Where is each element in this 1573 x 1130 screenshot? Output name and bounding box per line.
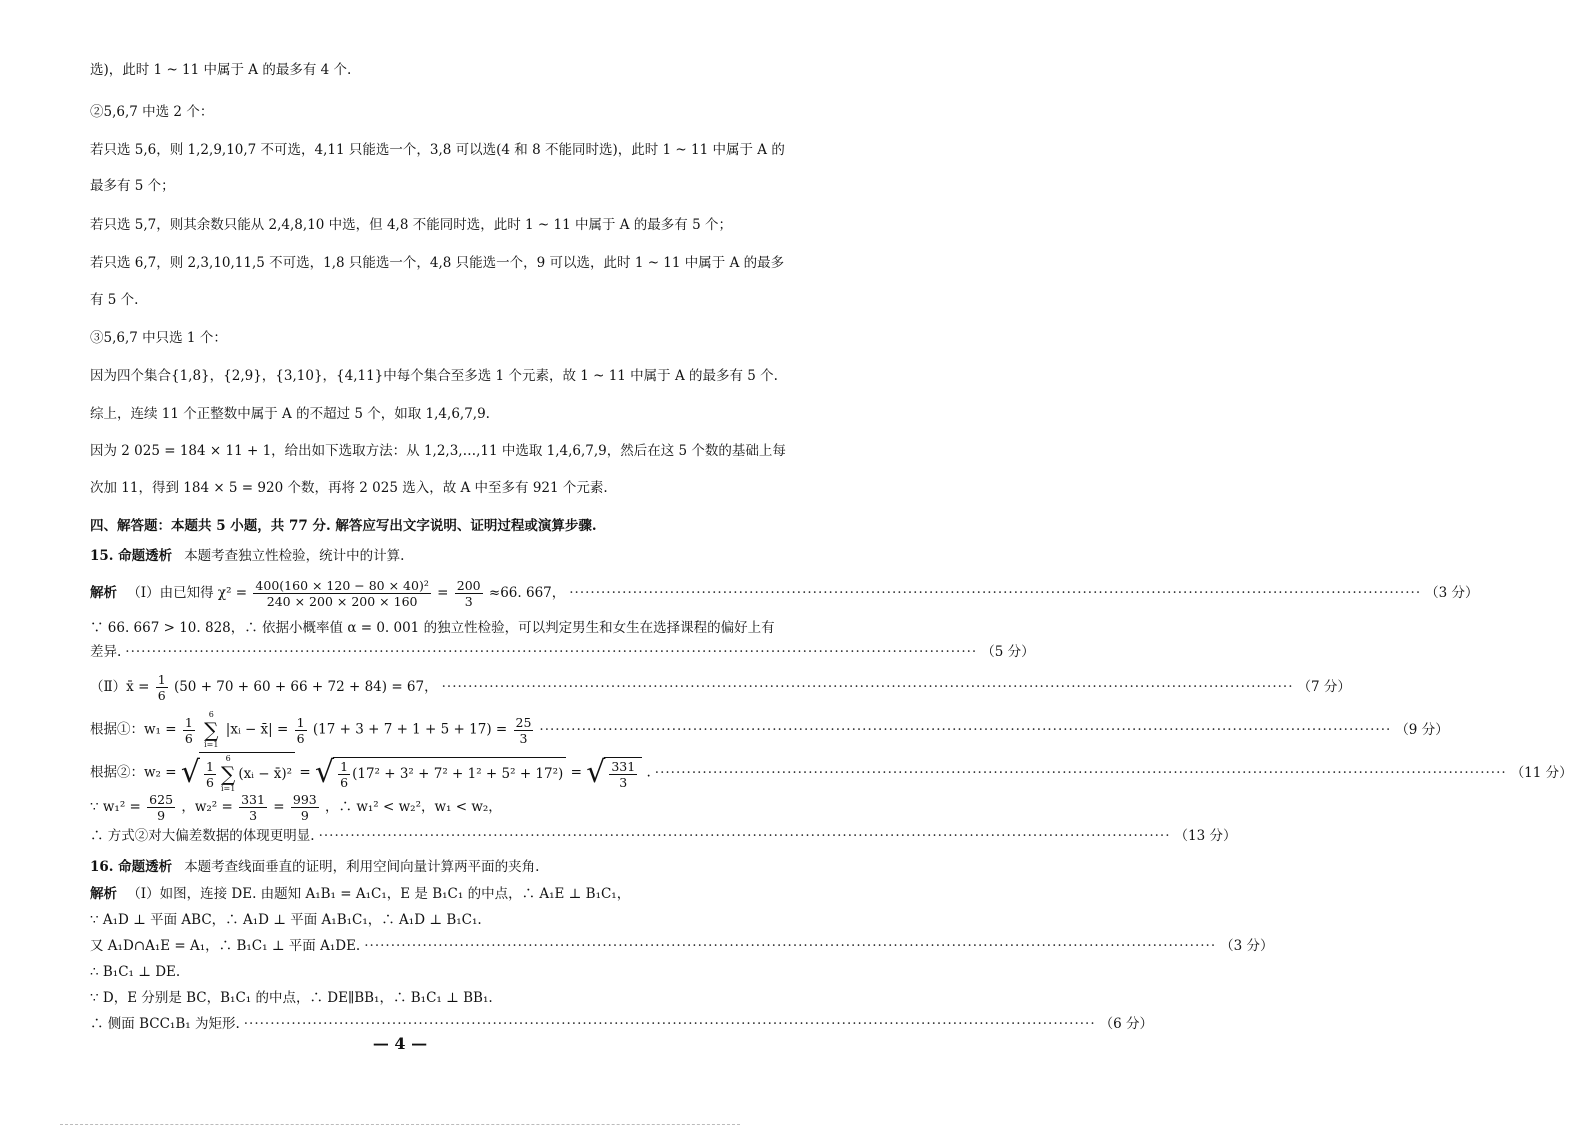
question-label: 15. 命题透析 — [90, 548, 173, 564]
fraction: $\frac{625}{9}$ — [149, 792, 174, 823]
text-line: 次加 11，得到 184 × 5 = 920 个数，再将 2 025 选入，故 A 中至多有 921 个元素. — [90, 480, 608, 496]
text-line: 若只选 5,7，则其余数只能从 2,4,8,10 中选，但 4,8 不能同时选，此时 1 ~ 11 中属于 A 的最多有 5 个； — [90, 217, 732, 233]
text-line: 有 5 个. — [90, 292, 139, 308]
text-line: 因为四个集合{1,8}，{2,9}，{3,10}，{4,11}中每个集合至多选 1 个元素，故 1 ~ 11 中属于 A 的最多有 5 个. — [90, 368, 778, 384]
text-line: 综上，连续 11 个正整数中属于 A 的不超过 5 个，如取 1,4,6,7,9. — [90, 406, 490, 422]
text-line: ∵ 66. 667 > 10. 828，∴ 依据小概率值 α = 0. 001 的独立性检验，可以判定男生和女生在选择课程的偏好上有 — [90, 620, 775, 636]
fraction: $\frac{331}{3}$ — [611, 758, 636, 790]
fraction: $\frac{993}{9}$ — [292, 792, 317, 823]
square-root: √ $\frac{331}{3}$ — [586, 757, 642, 790]
fraction: $\frac{1}{6}$ — [296, 714, 305, 746]
score: （13 分） — [1174, 828, 1237, 844]
page-number: — 4 — — [372, 1034, 428, 1053]
text-line: 解析 （Ⅰ）如图，连接 DE. 由题知 A₁B₁ = A₁C₁，E 是 B₁C₁ 的中点，∴ A₁E ⊥ B₁C₁， — [90, 886, 631, 902]
dot-leader — [125, 642, 977, 662]
square-root: √ $\frac{1}{6}$ (17² + 3² + 7² + 1² + 5² + 17²) — [315, 757, 566, 790]
question-description: 本题考查独立性检验，统计中的计算. — [184, 548, 405, 564]
fraction: $\frac{1}{6}$ — [206, 758, 214, 790]
formula-line: 根据②：w₂ = √ $\frac{1}{6}$ 6 ∑ i=1 (xᵢ − x̄)² = √ $\frac{1}{6}$ (17² + 3² + 7² + 1² + 5² + 17²) = √ $\frac{331}{3}$ . ····· （11 分） — [90, 752, 738, 794]
text-line: 若只选 6,7，则 2,3,10,11,5 不可选，1,8 只能选一个，4,8 只能选一个，9 可以选，此时 1 ~ 11 中属于 A 的最多 — [90, 255, 785, 271]
fraction: $\frac{1}{6}$ — [340, 758, 349, 790]
score: （9 分） — [1395, 721, 1449, 738]
text-line: ∵ A₁D ⊥ 平面 ABC，∴ A₁D ⊥ 平面 A₁B₁C₁，∴ A₁D ⊥ B₁C₁. — [90, 912, 482, 928]
summation: 6 ∑ i=1 — [220, 754, 236, 793]
text-line: ②5,6,7 中选 2 个： — [90, 104, 214, 120]
score: （11 分） — [1510, 764, 1573, 781]
square-root: √ $\frac{1}{6}$ 6 ∑ i=1 (xᵢ − x̄)² — [181, 752, 295, 794]
dot-leader — [244, 1014, 1096, 1034]
question-description: 本题考查线面垂直的证明，利用空间向量计算两平面的夹角. — [184, 859, 540, 875]
analysis-label: 解析 — [90, 585, 117, 601]
text-line: 若只选 5,6，则 1,2,9,10,7 不可选，4,11 只能选一个，3,8 可以选(4 和 8 不能同时选)，此时 1 ~ 11 中属于 A 的 — [90, 142, 785, 158]
score: （3 分） — [1220, 938, 1274, 954]
summation: 6 ∑ i=1 — [204, 710, 219, 749]
question-label: 16. 命题透析 — [90, 859, 173, 875]
fraction: $\frac{200}{3}$ — [456, 578, 481, 609]
dot-leader — [364, 936, 1216, 956]
dot-leader — [319, 826, 1171, 846]
text-line: 最多有 5 个； — [90, 178, 175, 194]
score: （5 分） — [981, 644, 1035, 660]
text-line: ∴ 方式②对大偏差数据的体现更明显. ····· （13 分） — [90, 826, 738, 846]
score: （3 分） — [1425, 585, 1479, 601]
text-line: ∴ B₁C₁ ⊥ DE. — [90, 964, 181, 980]
text-line: ∴ 侧面 BCC₁B₁ 为矩形. ····· （6 分） — [90, 1014, 738, 1034]
dot-leader — [655, 763, 1507, 783]
dot-leader — [539, 720, 1391, 740]
formula-line: ∵ w₁² = $\frac{625}{9}$ ，w₂² = $\frac{331}{3}$ = $\frac{993}{9}$ ，∴ w₁² < w₂²，w₁ < w₂， — [90, 792, 502, 823]
formula-line: 根据①：w₁ = $\frac{1}{6}$ 6 ∑ i=1 |xᵢ − x̄| = $\frac{1}{6}$ (17 + 3 + 7 + 1 + 5 + 17) = $\frac{25}{3}$ ····· （9 分） — [90, 710, 738, 750]
text-line: 又 A₁D∩A₁E = A₁，∴ B₁C₁ ⊥ 平面 A₁DE. ····· （3 分） — [90, 936, 738, 956]
dot-leader — [569, 583, 1421, 603]
fraction: $\frac{331}{3}$ — [241, 792, 265, 823]
text-line: ∵ D，E 分别是 BC，B₁C₁ 的中点，∴ DE∥BB₁，∴ B₁C₁ ⊥ BB₁. — [90, 990, 493, 1006]
dot-leader — [442, 677, 1294, 697]
formula-line: （Ⅱ）x̄ = $\frac{1}{6}$ (50 + 70 + 60 + 66 + 72 + 84) = 67， ····· （7 分） — [90, 672, 738, 703]
text-line: 选)，此时 1 ~ 11 中属于 A 的最多有 4 个. — [90, 62, 352, 78]
text-line: ③5,6,7 中只选 1 个： — [90, 330, 227, 346]
question-header — [90, 546, 738, 566]
formula-line: 解析 （Ⅰ）由已知得 χ² = $\frac{\text{400(160 × 120 − 80 × 40)²}}{240 \times 200 \times 200 \times 160}$ = $\frac{200}{3}$ ≈66. 667， ····· （3 分） — [90, 578, 738, 609]
text-line: 因为 2 025 = 184 × 11 + 1，给出如下选取方法：从 1,2,3,…,11 中选取 1,4,6,7,9，然后在这 5 个数的基础上每 — [90, 443, 786, 459]
score: （6 分） — [1099, 1016, 1154, 1032]
section-heading: 四、解答题：本题共 5 小题，共 77 分. 解答应写出文字说明、证明过程或演算步骤. — [90, 518, 597, 534]
fraction: $\frac{1}{6}$ — [157, 672, 166, 703]
question-header — [90, 857, 738, 877]
analysis-label: 解析 — [90, 886, 117, 902]
text-line: 差异. ····· （5 分） — [90, 642, 738, 662]
chi-square-fraction: $\frac{\text{400(160 × 120 − 80 × 40)²}}{240 \times 200 \times 200 \times 160}$ — [255, 578, 429, 609]
score: （7 分） — [1297, 679, 1351, 695]
fraction: $\frac{1}{6}$ — [184, 714, 193, 746]
footer-divider — [60, 1124, 740, 1125]
fraction: $\frac{25}{3}$ — [515, 714, 532, 746]
